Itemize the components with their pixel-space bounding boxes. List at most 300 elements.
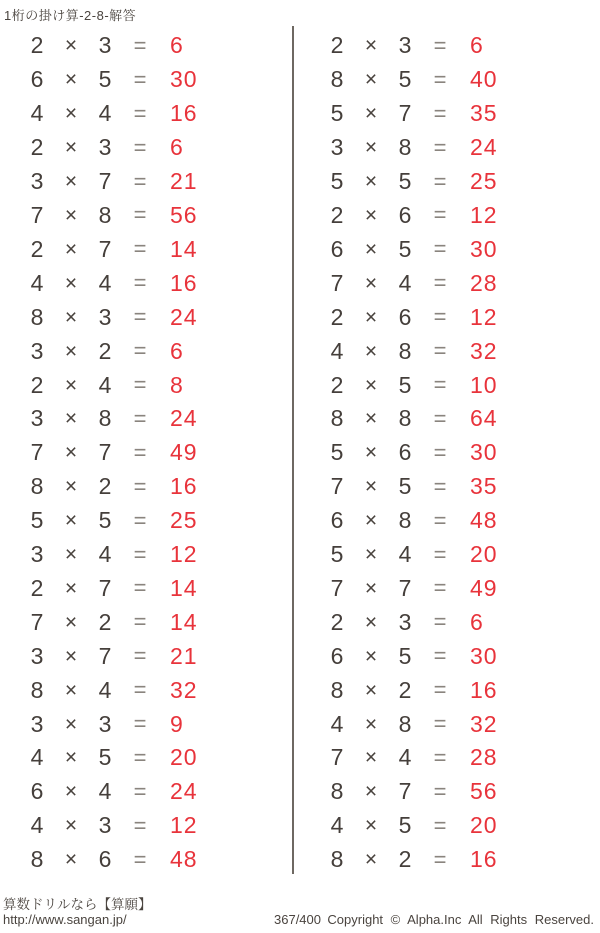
times-icon: × <box>64 271 78 295</box>
multiplier: 8 <box>398 337 412 364</box>
multiplier: 4 <box>98 269 112 296</box>
answer-value: 16 <box>170 100 198 127</box>
times-icon: × <box>364 170 378 194</box>
multiplier: 4 <box>98 778 112 805</box>
multiplicand: 2 <box>330 303 344 330</box>
equation-row <box>0 334 300 368</box>
equals-sign: = <box>133 405 147 431</box>
multiplicand: 7 <box>30 608 44 635</box>
times-icon: × <box>364 441 378 465</box>
answer-value: 25 <box>170 507 198 534</box>
equals-sign: = <box>433 338 447 364</box>
equals-sign: = <box>433 270 447 296</box>
equation-row <box>0 29 300 63</box>
equation-row <box>0 266 300 300</box>
times-icon: × <box>364 712 378 736</box>
times-icon: × <box>64 746 78 770</box>
multiplicand: 3 <box>30 337 44 364</box>
multiplier: 5 <box>98 507 112 534</box>
equation-row <box>0 707 300 741</box>
equation-row <box>300 572 600 606</box>
equals-sign: = <box>433 812 447 838</box>
answer-value: 40 <box>470 66 498 93</box>
multiplier: 8 <box>398 710 412 737</box>
multiplier: 3 <box>98 303 112 330</box>
times-icon: × <box>364 543 378 567</box>
multiplier: 7 <box>98 235 112 262</box>
equals-sign: = <box>433 677 447 703</box>
multiplier: 5 <box>398 473 412 500</box>
equation-row <box>0 843 300 877</box>
times-icon: × <box>364 373 378 397</box>
multiplier: 2 <box>98 473 112 500</box>
equation-row <box>300 29 600 63</box>
equation-row <box>0 605 300 639</box>
footer-site-url: http://www.sangan.jp/ <box>3 912 127 927</box>
equals-sign: = <box>433 643 447 669</box>
equals-sign: = <box>433 304 447 330</box>
multiplier: 4 <box>98 541 112 568</box>
multiplicand: 2 <box>330 32 344 59</box>
multiplicand: 2 <box>330 371 344 398</box>
multiplier: 3 <box>98 710 112 737</box>
times-icon: × <box>64 475 78 499</box>
equation-row <box>300 673 600 707</box>
equation-row <box>300 809 600 843</box>
multiplicand: 4 <box>30 744 44 771</box>
equals-sign: = <box>433 541 447 567</box>
times-icon: × <box>364 68 378 92</box>
answer-value: 14 <box>170 574 198 601</box>
multiplicand: 8 <box>330 66 344 93</box>
answer-value: 12 <box>470 201 498 228</box>
times-icon: × <box>64 203 78 227</box>
times-icon: × <box>64 339 78 363</box>
equals-sign: = <box>433 405 447 431</box>
equation-row <box>0 165 300 199</box>
multiplier: 6 <box>398 303 412 330</box>
equals-sign: = <box>433 711 447 737</box>
column-right <box>300 29 600 877</box>
multiplier: 7 <box>98 168 112 195</box>
times-icon: × <box>64 543 78 567</box>
equation-row <box>0 470 300 504</box>
footer-copyright: Copyright © Alpha.Inc All Rights Reserved. <box>327 912 594 927</box>
times-icon: × <box>64 712 78 736</box>
equation-row <box>300 639 600 673</box>
equation-row <box>0 538 300 572</box>
equals-sign: = <box>133 677 147 703</box>
multiplier: 7 <box>398 778 412 805</box>
times-icon: × <box>364 848 378 872</box>
equals-sign: = <box>133 236 147 262</box>
multiplier: 6 <box>398 201 412 228</box>
multiplier: 4 <box>398 744 412 771</box>
multiplier: 3 <box>98 32 112 59</box>
multiplicand: 5 <box>30 507 44 534</box>
multiplier: 8 <box>98 405 112 432</box>
column-left <box>0 29 300 877</box>
multiplier: 4 <box>98 676 112 703</box>
answer-value: 35 <box>470 473 498 500</box>
multiplicand: 4 <box>330 710 344 737</box>
answer-value: 30 <box>170 66 198 93</box>
times-icon: × <box>64 407 78 431</box>
multiplicand: 4 <box>30 269 44 296</box>
times-icon: × <box>364 509 378 533</box>
answer-value: 30 <box>470 235 498 262</box>
multiplier: 5 <box>398 168 412 195</box>
multiplicand: 5 <box>330 100 344 127</box>
equals-sign: = <box>433 744 447 770</box>
answer-value: 32 <box>470 710 498 737</box>
multiplicand: 7 <box>330 473 344 500</box>
equation-row <box>300 334 600 368</box>
times-icon: × <box>64 305 78 329</box>
multiplicand: 5 <box>330 168 344 195</box>
page-title: 1桁の掛け算-2-8-解答 <box>4 8 137 23</box>
multiplicand: 2 <box>30 134 44 161</box>
times-icon: × <box>364 678 378 702</box>
answer-value: 24 <box>170 778 198 805</box>
multiplicand: 6 <box>30 66 44 93</box>
multiplicand: 8 <box>330 778 344 805</box>
times-icon: × <box>364 136 378 160</box>
multiplicand: 6 <box>330 235 344 262</box>
times-icon: × <box>364 271 378 295</box>
multiplicand: 7 <box>330 269 344 296</box>
equation-row <box>300 63 600 97</box>
answer-value: 48 <box>470 507 498 534</box>
equals-sign: = <box>133 134 147 160</box>
multiplicand: 2 <box>30 32 44 59</box>
answer-value: 28 <box>470 744 498 771</box>
answer-value: 8 <box>170 371 184 398</box>
equals-sign: = <box>433 236 447 262</box>
answer-value: 10 <box>470 371 498 398</box>
answer-value: 16 <box>470 676 498 703</box>
multiplicand: 6 <box>330 507 344 534</box>
times-icon: × <box>64 68 78 92</box>
multiplier: 2 <box>398 846 412 873</box>
multiplicand: 7 <box>30 201 44 228</box>
equation-row <box>300 300 600 334</box>
multiplicand: 3 <box>30 541 44 568</box>
multiplicand: 8 <box>30 473 44 500</box>
multiplicand: 8 <box>330 405 344 432</box>
answer-value: 12 <box>470 303 498 330</box>
multiplier: 7 <box>398 100 412 127</box>
times-icon: × <box>364 407 378 431</box>
answer-value: 30 <box>470 439 498 466</box>
multiplicand: 3 <box>30 405 44 432</box>
times-icon: × <box>364 203 378 227</box>
equation-row <box>300 538 600 572</box>
equals-sign: = <box>133 643 147 669</box>
multiplicand: 4 <box>330 337 344 364</box>
multiplicand: 8 <box>330 846 344 873</box>
equals-sign: = <box>433 372 447 398</box>
equals-sign: = <box>133 304 147 330</box>
multiplicand: 8 <box>30 676 44 703</box>
multiplier: 2 <box>398 676 412 703</box>
multiplier: 8 <box>398 507 412 534</box>
multiplicand: 4 <box>30 100 44 127</box>
times-icon: × <box>64 136 78 160</box>
answer-value: 56 <box>470 778 498 805</box>
equals-sign: = <box>133 609 147 635</box>
equals-sign: = <box>133 541 147 567</box>
times-icon: × <box>364 746 378 770</box>
equation-row <box>300 131 600 165</box>
multiplicand: 8 <box>30 846 44 873</box>
equals-sign: = <box>433 134 447 160</box>
equals-sign: = <box>133 507 147 533</box>
equals-sign: = <box>133 270 147 296</box>
multiplicand: 8 <box>330 676 344 703</box>
multiplier: 7 <box>98 439 112 466</box>
multiplicand: 6 <box>30 778 44 805</box>
multiplier: 5 <box>398 371 412 398</box>
equals-sign: = <box>133 202 147 228</box>
multiplicand: 6 <box>330 642 344 669</box>
footer-site-name: 算数ドリルなら【算願】 <box>3 897 152 912</box>
equation-row <box>0 402 300 436</box>
multiplier: 5 <box>398 642 412 669</box>
times-icon: × <box>364 576 378 600</box>
equals-sign: = <box>133 711 147 737</box>
equation-row <box>300 470 600 504</box>
multiplier: 3 <box>98 812 112 839</box>
times-icon: × <box>64 441 78 465</box>
equation-row <box>300 368 600 402</box>
multiplier: 4 <box>398 541 412 568</box>
equation-row <box>300 707 600 741</box>
answer-value: 25 <box>470 168 498 195</box>
times-icon: × <box>64 576 78 600</box>
answer-value: 24 <box>470 134 498 161</box>
equation-row <box>0 436 300 470</box>
times-icon: × <box>64 814 78 838</box>
answer-value: 6 <box>470 32 484 59</box>
times-icon: × <box>364 237 378 261</box>
footer-page-number: 367/400 <box>274 912 321 927</box>
equals-sign: = <box>433 202 447 228</box>
multiplier: 7 <box>398 574 412 601</box>
equation-row <box>0 97 300 131</box>
answer-value: 28 <box>470 269 498 296</box>
equation-row <box>300 504 600 538</box>
multiplier: 2 <box>98 608 112 635</box>
equation-row <box>0 63 300 97</box>
equation-row <box>300 266 600 300</box>
answer-value: 35 <box>470 100 498 127</box>
answer-value: 24 <box>170 405 198 432</box>
equation-row <box>0 300 300 334</box>
times-icon: × <box>364 339 378 363</box>
equals-sign: = <box>133 168 147 194</box>
equals-sign: = <box>133 778 147 804</box>
answer-value: 21 <box>170 168 198 195</box>
times-icon: × <box>64 780 78 804</box>
times-icon: × <box>364 814 378 838</box>
multiplier: 4 <box>398 269 412 296</box>
equation-row <box>300 97 600 131</box>
multiplicand: 3 <box>30 168 44 195</box>
equals-sign: = <box>433 168 447 194</box>
multiplier: 3 <box>398 608 412 635</box>
equation-row <box>300 605 600 639</box>
answer-value: 6 <box>170 32 184 59</box>
multiplicand: 2 <box>330 608 344 635</box>
equals-sign: = <box>133 744 147 770</box>
equation-row <box>0 809 300 843</box>
times-icon: × <box>64 848 78 872</box>
multiplier: 6 <box>98 846 112 873</box>
multiplicand: 2 <box>30 371 44 398</box>
answer-value: 14 <box>170 608 198 635</box>
answer-value: 9 <box>170 710 184 737</box>
answer-value: 12 <box>170 541 198 568</box>
times-icon: × <box>64 34 78 58</box>
times-icon: × <box>64 373 78 397</box>
equals-sign: = <box>433 507 447 533</box>
answer-value: 30 <box>470 642 498 669</box>
answer-value: 56 <box>170 201 198 228</box>
multiplicand: 8 <box>30 303 44 330</box>
answer-value: 49 <box>170 439 198 466</box>
multiplier: 7 <box>98 642 112 669</box>
column-divider-line <box>292 26 294 874</box>
multiplicand: 2 <box>30 574 44 601</box>
times-icon: × <box>64 237 78 261</box>
equals-sign: = <box>433 439 447 465</box>
times-icon: × <box>364 644 378 668</box>
multiplicand: 7 <box>330 574 344 601</box>
multiplier: 8 <box>398 405 412 432</box>
multiplicand: 3 <box>330 134 344 161</box>
equals-sign: = <box>433 32 447 58</box>
equals-sign: = <box>433 846 447 872</box>
multiplier: 5 <box>98 744 112 771</box>
equation-row <box>0 232 300 266</box>
equation-row <box>300 843 600 877</box>
equals-sign: = <box>133 473 147 499</box>
multiplier: 4 <box>98 371 112 398</box>
answer-value: 16 <box>170 269 198 296</box>
equation-row <box>0 741 300 775</box>
equation-row <box>300 775 600 809</box>
times-icon: × <box>64 644 78 668</box>
times-icon: × <box>64 610 78 634</box>
times-icon: × <box>364 610 378 634</box>
multiplier: 2 <box>98 337 112 364</box>
worksheet-body <box>0 29 600 877</box>
answer-value: 48 <box>170 846 198 873</box>
multiplicand: 5 <box>330 439 344 466</box>
equals-sign: = <box>133 100 147 126</box>
multiplier: 5 <box>398 66 412 93</box>
equals-sign: = <box>133 812 147 838</box>
equals-sign: = <box>133 439 147 465</box>
equation-row <box>0 572 300 606</box>
multiplicand: 3 <box>30 642 44 669</box>
equals-sign: = <box>433 575 447 601</box>
equals-sign: = <box>433 609 447 635</box>
multiplicand: 4 <box>330 812 344 839</box>
answer-value: 12 <box>170 812 198 839</box>
multiplicand: 3 <box>30 710 44 737</box>
answer-value: 14 <box>170 235 198 262</box>
multiplier: 5 <box>398 812 412 839</box>
multiplier: 6 <box>398 439 412 466</box>
times-icon: × <box>364 475 378 499</box>
answer-value: 24 <box>170 303 198 330</box>
multiplier: 8 <box>98 201 112 228</box>
equals-sign: = <box>133 66 147 92</box>
equation-row <box>0 199 300 233</box>
answer-value: 64 <box>470 405 498 432</box>
answer-value: 6 <box>170 337 184 364</box>
answer-value: 6 <box>170 134 184 161</box>
equation-row <box>0 673 300 707</box>
equals-sign: = <box>133 846 147 872</box>
times-icon: × <box>64 509 78 533</box>
equation-row <box>0 131 300 165</box>
times-icon: × <box>364 780 378 804</box>
equation-row <box>0 368 300 402</box>
answer-value: 6 <box>470 608 484 635</box>
equals-sign: = <box>433 66 447 92</box>
multiplicand: 7 <box>30 439 44 466</box>
equation-row <box>300 436 600 470</box>
multiplicand: 2 <box>330 201 344 228</box>
times-icon: × <box>64 102 78 126</box>
multiplier: 5 <box>398 235 412 262</box>
equation-row <box>0 639 300 673</box>
answer-value: 32 <box>470 337 498 364</box>
multiplier: 3 <box>98 134 112 161</box>
times-icon: × <box>364 305 378 329</box>
answer-value: 16 <box>170 473 198 500</box>
times-icon: × <box>364 34 378 58</box>
equals-sign: = <box>433 473 447 499</box>
answer-value: 20 <box>470 541 498 568</box>
equals-sign: = <box>433 100 447 126</box>
multiplier: 7 <box>98 574 112 601</box>
answer-value: 20 <box>170 744 198 771</box>
times-icon: × <box>64 170 78 194</box>
equals-sign: = <box>133 575 147 601</box>
times-icon: × <box>64 678 78 702</box>
multiplicand: 5 <box>330 541 344 568</box>
answer-value: 16 <box>470 846 498 873</box>
answer-value: 49 <box>470 574 498 601</box>
equation-row <box>0 775 300 809</box>
multiplicand: 7 <box>330 744 344 771</box>
times-icon: × <box>364 102 378 126</box>
multiplier: 3 <box>398 32 412 59</box>
equation-row <box>300 232 600 266</box>
answer-value: 20 <box>470 812 498 839</box>
multiplier: 8 <box>398 134 412 161</box>
equation-row <box>0 504 300 538</box>
multiplier: 5 <box>98 66 112 93</box>
multiplicand: 4 <box>30 812 44 839</box>
answer-value: 21 <box>170 642 198 669</box>
equation-row <box>300 165 600 199</box>
equals-sign: = <box>133 372 147 398</box>
